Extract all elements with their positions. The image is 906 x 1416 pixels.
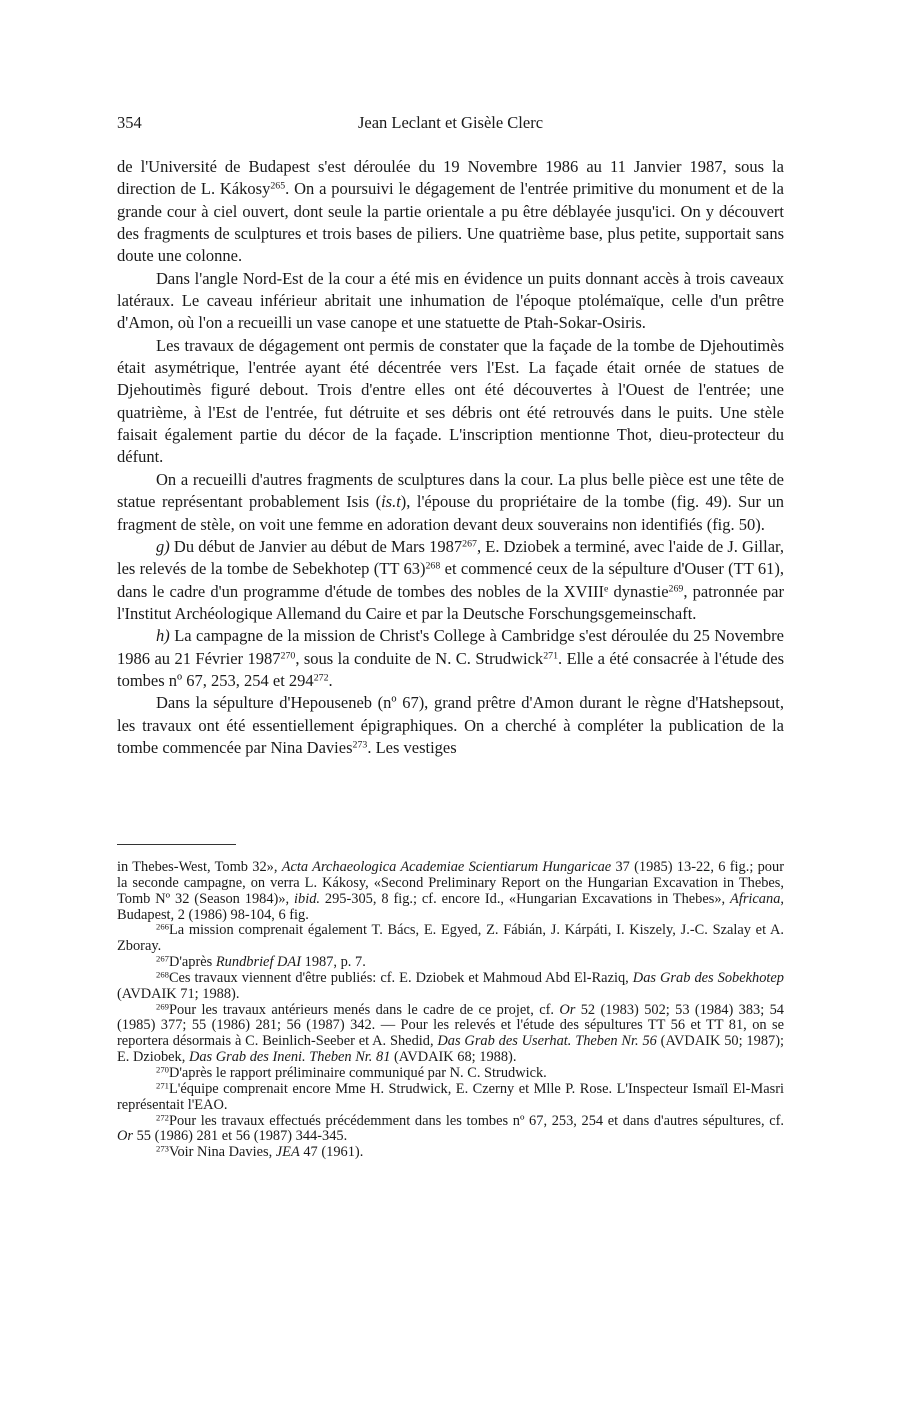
italic-title: ibid. <box>294 890 321 907</box>
text-run: 37 (1985) 13-22, 6 fig.; pour la seconde campagne, on verra L. Kákosy, «Second Preliminary Report on the Hungarian Excavation in Thebes, Tomb Nº 32 (Season 1984)», <box>117 859 784 907</box>
footnote-272 <box>117 1111 784 1146</box>
text-run: ), l'épouse du propriétaire de la tombe (fig. 49). Sur un fragment de stèle, on voit une femme en adoration devant deux souverains non identifiés (fig. 50). <box>117 492 784 534</box>
paragraph-7 <box>117 692 784 759</box>
page-number: 354 <box>117 113 142 132</box>
running-header <box>117 113 784 137</box>
text-run: 47 (1961). <box>299 1144 364 1161</box>
italic-term: ỉs.t <box>381 492 401 512</box>
footnote-separator <box>117 844 236 845</box>
text-run: (AVDAIK 71; 1988). <box>117 985 240 1002</box>
italic-title: Das Grab des Userhat. Theben Nr. 56 <box>437 1033 657 1050</box>
footnote-ref: 265 <box>270 180 286 192</box>
text-run: , sous la conduite de N. C. Strudwick <box>295 648 544 668</box>
footnote-269 <box>117 1000 784 1066</box>
footnote-number: 273 <box>156 1143 169 1154</box>
text-run: . Les vestiges <box>367 737 457 757</box>
footnote-text: D'après le rapport préliminaire communiqué par N. C. Strudwick. <box>168 1064 547 1081</box>
footnote-number: 270 <box>156 1064 169 1075</box>
footnote-268 <box>117 971 784 1003</box>
italic-title: Or <box>559 1001 576 1018</box>
text-run: , E. Dziobek a terminé, avec l'aide de J. Gillar, les relevés de la tombe de Sebekhotep (TT 63) <box>117 536 784 579</box>
text-run: in Thebes-West, Tomb 32», <box>117 859 282 875</box>
text-run: 55 (1986) 281 et 56 (1987) 344-345. <box>133 1128 348 1145</box>
text-run: 1987, p. 7. <box>301 954 366 971</box>
italic-title: Africana <box>730 890 781 907</box>
footnote-text: L'équipe comprenait encore Mme H. Strudwick, E. Czerny et Mlle P. Rose. L'Inspecteur Ismaïl El-Masri représentait l'EAO. <box>117 1080 784 1113</box>
footnotes <box>117 860 784 1161</box>
paragraph-2: Dans l'angle Nord-Est de la cour a été mis en évidence un puits donnant accès à trois caveaux latéraux. Le caveau inférieur abritait une inhumation de l'époque ptolémaïque, celle d'un prêtre d'Amon, où l'on a recueilli un vase canope et une statuette de Ptah-Sokar-Osiris. <box>117 268 784 333</box>
text-run: . <box>328 670 333 690</box>
footnote-271 <box>117 1082 784 1114</box>
text-run: 52 (1983) 502; 53 (1984) 383; 54 (1985) 377; 55 (1986) 281; 56 (1987) 342. — Pour les relevés et l'étude des sépultures TT 56 et TT 81, on se reportera désormais à C. Beinlich-Seeber et A. Shedid, <box>117 1001 784 1050</box>
footnote-266 <box>117 923 784 955</box>
paragraph-6 <box>117 625 784 692</box>
text-run: , patronnée par l'Institut Archéologique Allemand du Caire et par la Deutsche Forschungsgemeinschaft. <box>117 581 784 623</box>
text-run: , Budapest, 2 (1986) 98-104, 6 fig. <box>117 890 785 923</box>
text-run: 295-305, 8 fig.; cf. encore Id., «Hungarian Excavations in Thebes», <box>320 890 731 907</box>
italic-title: JEA <box>275 1144 300 1161</box>
footnote-number: 272 <box>156 1111 169 1122</box>
text-run: Dans la sépulture d'Hepouseneb (nº 67), grand prêtre d'Amon durant le règne d'Hatshepsout, les travaux ont été essentiellement épigraphiques. On a cherché à compléter la publication de la tombe commencée par Nina Davies <box>117 693 784 757</box>
footnote-number: 267 <box>156 953 169 964</box>
footnote-number: 269 <box>156 1000 169 1011</box>
footnote-ref: 272 <box>313 672 329 684</box>
section-label: h) <box>156 626 170 646</box>
text-run: Ces travaux viennent d'être publiés: cf. E. Dziobek et Mahmoud Abd El-Raziq, <box>168 969 633 986</box>
paragraph-3: Les travaux de dégagement ont permis de constater que la façade de la tombe de Djehoutimès était asymétrique, l'entrée ayant été décentrée vers l'Est. La façade était ornée de statues de Djehoutimès figuré debout. Trois d'entre elles ont été découvertes à l'Ouest de l'entrée; une quatrième, à l'Est de l'entrée, fut détruite et ses débris ont été retrouvés dans le puits. Une stèle faisait également partie du décor de la façade. L'inscription mentionne Thot, dieu-protecteur du défunt. <box>117 335 784 467</box>
text-run: D'après <box>168 954 216 971</box>
text-run: La campagne de la mission de Christ's College à Cambridge s'est déroulée du 25 Novembre 1986 au 21 Février 1987 <box>117 626 784 668</box>
text-run: . On a poursuivi le dégagement de l'entrée primitive du monument et de la grande cour à ciel ouvert, dont seule la partie orientale a pu être déblayée jusqu'ici. On y découvert des fragments de sculptures et trois bases de piliers. Une quatrième base, plus petite, supportait sans doute une colonne. <box>117 179 784 266</box>
text-run: dynastie <box>608 581 669 601</box>
footnote-273 <box>117 1145 784 1161</box>
ordinal-suffix: e <box>603 583 609 595</box>
running-title: Jean Leclant et Gisèle Clerc <box>357 113 544 132</box>
text-run: et commencé ceux de la sépulture d'Ouser (TT 61), dans le cadre d'un programme d'étude de tombes des nobles de la XVIII <box>117 559 784 601</box>
text-run: (AVDAIK 50; 1987); E. Dziobek, <box>117 1033 784 1066</box>
italic-title: Acta Archaeologica Academiae Scientiarum Hungaricae <box>281 859 612 875</box>
text-run: Voir Nina Davies, <box>168 1144 276 1161</box>
footnote-number: 266 <box>156 921 169 932</box>
footnote-continued <box>117 860 784 923</box>
italic-title: Or <box>117 1128 133 1145</box>
text-run: On a recueilli d'autres fragments de sculptures dans la cour. La plus belle pièce est une tête de statue représentant probablement Isis ( <box>117 469 784 512</box>
footnote-ref: 267 <box>462 538 477 550</box>
text-run: Du début de Janvier au début de Mars 1987 <box>169 536 463 556</box>
text-run: Pour les travaux effectués précédemment dans les tombes nº 67, 253, 254 et dans d'autres sépultures, cf. <box>168 1112 784 1129</box>
footnote-number: 268 <box>156 969 169 980</box>
footnote-ref: 270 <box>280 650 296 662</box>
italic-title: Das Grab des Ineni. Theben Nr. 81 <box>188 1049 391 1066</box>
footnote-270 <box>117 1066 784 1082</box>
footnote-ref: 271 <box>543 650 558 662</box>
footnote-267 <box>117 955 784 971</box>
footnote-ref: 269 <box>668 583 684 595</box>
footnote-number: 271 <box>156 1080 169 1091</box>
main-text <box>117 156 784 759</box>
text-run: de l'Université de Budapest s'est déroulée du 19 Novembre 1986 au 11 Janvier 1987, sous la direction de L. Kákosy <box>117 157 784 199</box>
italic-title: Rundbrief DAI <box>215 954 302 971</box>
text-run: Pour les travaux antérieurs menés dans le cadre de ce projet, cf. <box>168 1001 560 1018</box>
text-run: . Elle a été consacrée à l'étude des tombes nº 67, 253, 254 et 294 <box>117 648 784 690</box>
paragraph-5 <box>117 536 784 625</box>
footnote-ref: 268 <box>425 560 441 572</box>
italic-title: Das Grab des Sobekhotep <box>632 969 784 986</box>
footnote-ref: 273 <box>352 739 368 751</box>
footnote-text: La mission comprenait également T. Bács, E. Egyed, Z. Fábián, J. Kárpáti, I. Kiszely, J.-C. Szalay et A. Zboray. <box>117 922 784 955</box>
section-label: g) <box>156 536 170 556</box>
paragraph-4 <box>117 469 784 536</box>
text-run: (AVDAIK 68; 1988). <box>390 1049 517 1066</box>
paragraph-1 <box>117 156 784 268</box>
